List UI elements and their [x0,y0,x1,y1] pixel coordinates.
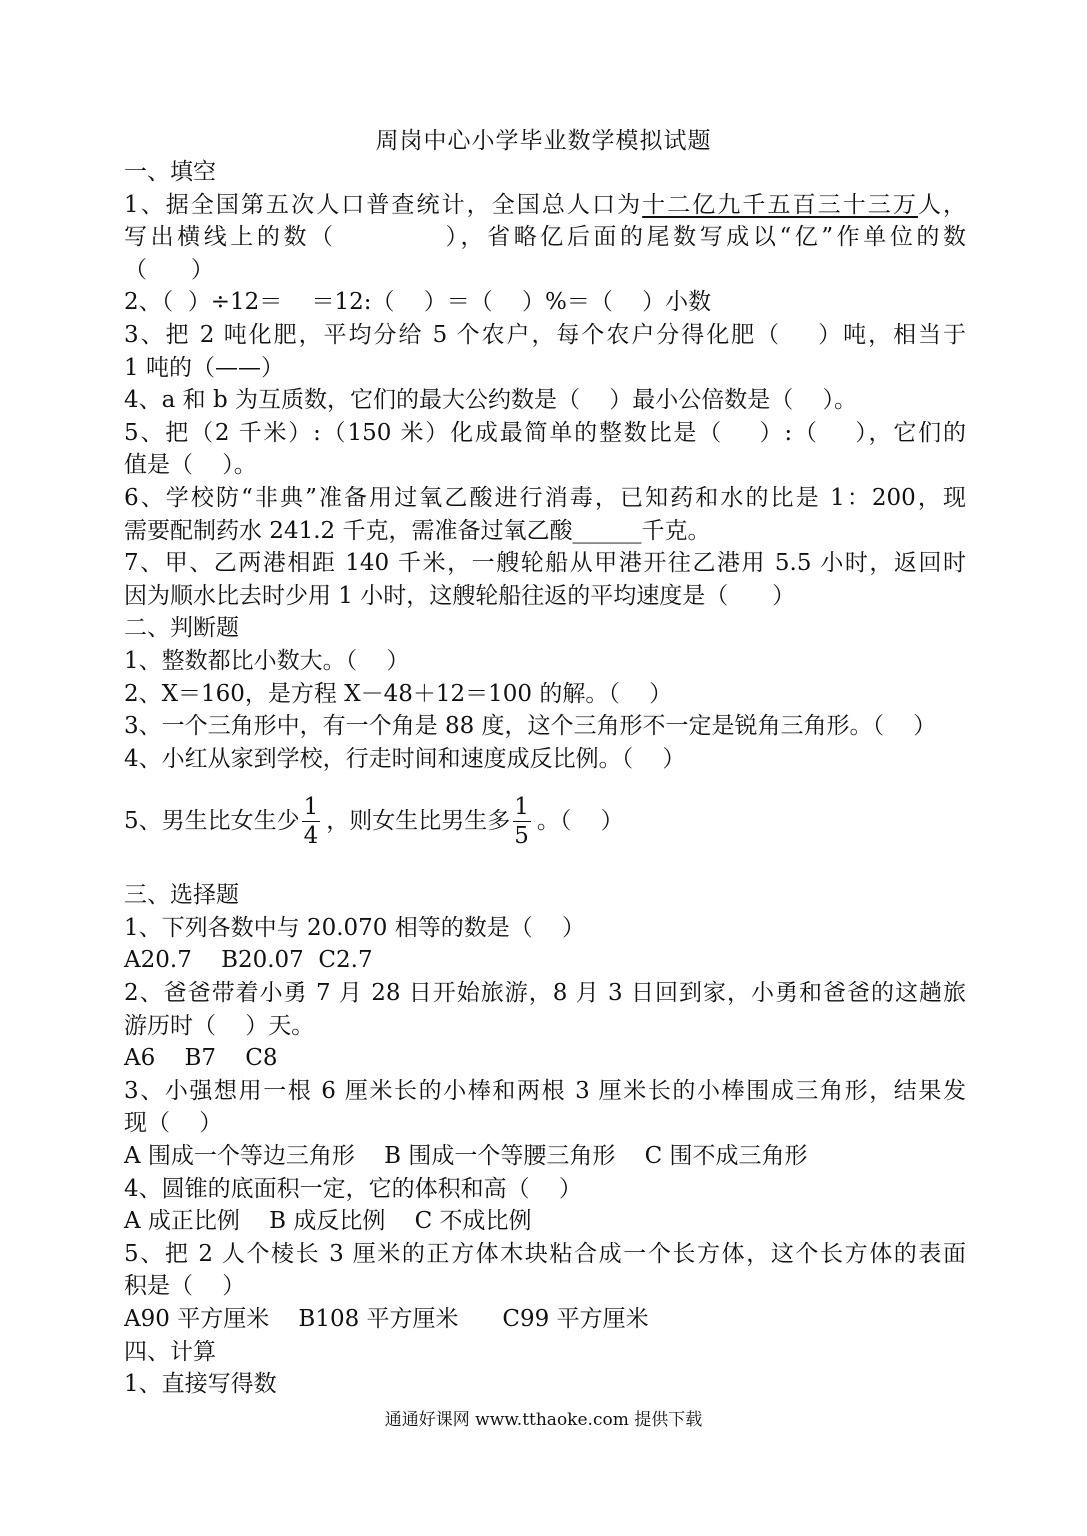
question-fill-6: 6、学校防“非典”准备用过氧乙酸进行消毒，已知药和水的比是 1：200，现 [124,484,966,511]
question-text: 。（ ） [536,807,624,834]
fraction-denominator: 5 [514,822,529,849]
question-judge-3: 3、一个三角形中，有一个角是 88 度，这个三角形不一定是锐角三角形。（ ） [124,713,937,740]
question-judge-2: 2、X＝160，是方程 X－48＋12＝100 的解。（ ） [124,680,673,707]
question-choice-4: 4、圆锥的底面积一定，它的体积和高（ ） [124,1175,582,1202]
section-heading-fill: 一、填空 [124,159,216,185]
choice-5-options: A90 平方厘米 B108 平方厘米 C99 平方厘米 [124,1306,649,1332]
page-footer: 通通好课网 www.tthaoke.com 提供下载 [384,1410,703,1430]
section-heading-calc: 四、计算 [124,1338,216,1365]
question-fill-3-line2: 1 吨的（——） [124,354,284,381]
question-text: 人， [917,191,967,218]
question-fill-1-line3: （ ） [124,256,214,283]
question-choice-3-line2: 现（ ） [124,1110,223,1137]
fraction-numerator: 1 [303,793,319,820]
question-fill-7: 7、甲、乙两港相距 140 千米，一艘轮船从甲港开往乙港用 5.5 小时，返回时 [124,550,966,577]
question-choice-3: 3、小强想用一根 6 厘米长的小棒和两根 3 厘米长的小棒围成三角形，结果发 [124,1077,966,1104]
choice-3-options: A 围成一个等边三角形 B 围成一个等腰三角形 C 围不成三角形 [124,1143,808,1170]
question-judge-1: 1、整数都比小数大。（ ） [124,647,410,674]
question-choice-5: 5、把 2 人个棱长 3 厘米的正方体木块粘合成一个长方体，这个长方体的表面 [124,1240,966,1267]
question-text: 1、据全国第五次人口普查统计，全国总人口为 [124,191,643,218]
choice-4-options: A 成正比例 B 成反比例 C 不成比例 [124,1208,532,1235]
choice-1-options: A20.7 B20.07 C2.7 [124,947,373,974]
section-heading-choice: 三、选择题 [124,882,239,909]
exam-content [124,156,966,1401]
question-fill-7-line2: 因为顺水比去时少用 1 小时，这艘轮船往返的平均速度是（ ） [124,582,796,609]
question-judge-5 [124,775,966,867]
question-text: ，则女生比男生多 [326,807,511,834]
question-judge-4: 4、小红从家到学校，行走时间和速度成反比例。（ ） [124,745,686,772]
question-fill-6-line2: 需要配制药水 241.2 千克，需准备过氧乙酸______千克。 [124,517,711,544]
page-title: 周岗中心小学毕业数学模拟试题 [375,128,712,154]
fraction-denominator: 4 [303,822,319,849]
question-choice-5-line2: 积是（ ） [124,1273,246,1300]
underlined-number: 十二亿九千五百三十三万 [642,191,918,218]
question-fill-1 [124,189,966,222]
question-text: 5、男生比女生少 [124,807,300,834]
question-fill-3: 3、把 2 吨化肥，平均分给 5 个农户，每个农户分得化肥（ ）吨，相当于 [124,321,966,348]
spacer [124,867,966,879]
fraction-one-quarter [302,793,321,850]
question-choice-2: 2、爸爸带着小勇 7 月 28 日开始旅游，8 月 3 日回到家，小勇和爸爸的这趟旅 [124,980,966,1007]
question-fill-1-line2: 写出横线上的数（ ），省略亿后面的尾数写成以“亿”作单位的数 [124,224,966,251]
fraction-one-fifth [512,793,531,850]
question-fill-2: 2、（ ）÷12＝ ＝12:（ ）＝（ ）%＝（ ）小数 [124,289,712,316]
question-fill-5-line2: 值是（ ）。 [124,452,257,479]
fraction-numerator: 1 [514,793,529,820]
question-choice-2-line2: 游历时（ ）天。 [124,1012,315,1039]
choice-2-options: A6 B7 C8 [124,1045,278,1072]
question-choice-1: 1、下列各数中与 20.070 相等的数是（ ） [124,914,585,941]
section-heading-judge: 二、判断题 [124,615,239,642]
question-fill-4: 4、a 和 b 为互质数，它们的最大公约数是（ ）最小公倍数是（ ）。 [124,387,857,414]
question-calc-1: 1、直接写得数 [124,1371,277,1398]
question-fill-5: 5、把（2 千米）:（150 米）化成最简单的整数比是（ ）:（ ），它们的 [124,419,966,446]
